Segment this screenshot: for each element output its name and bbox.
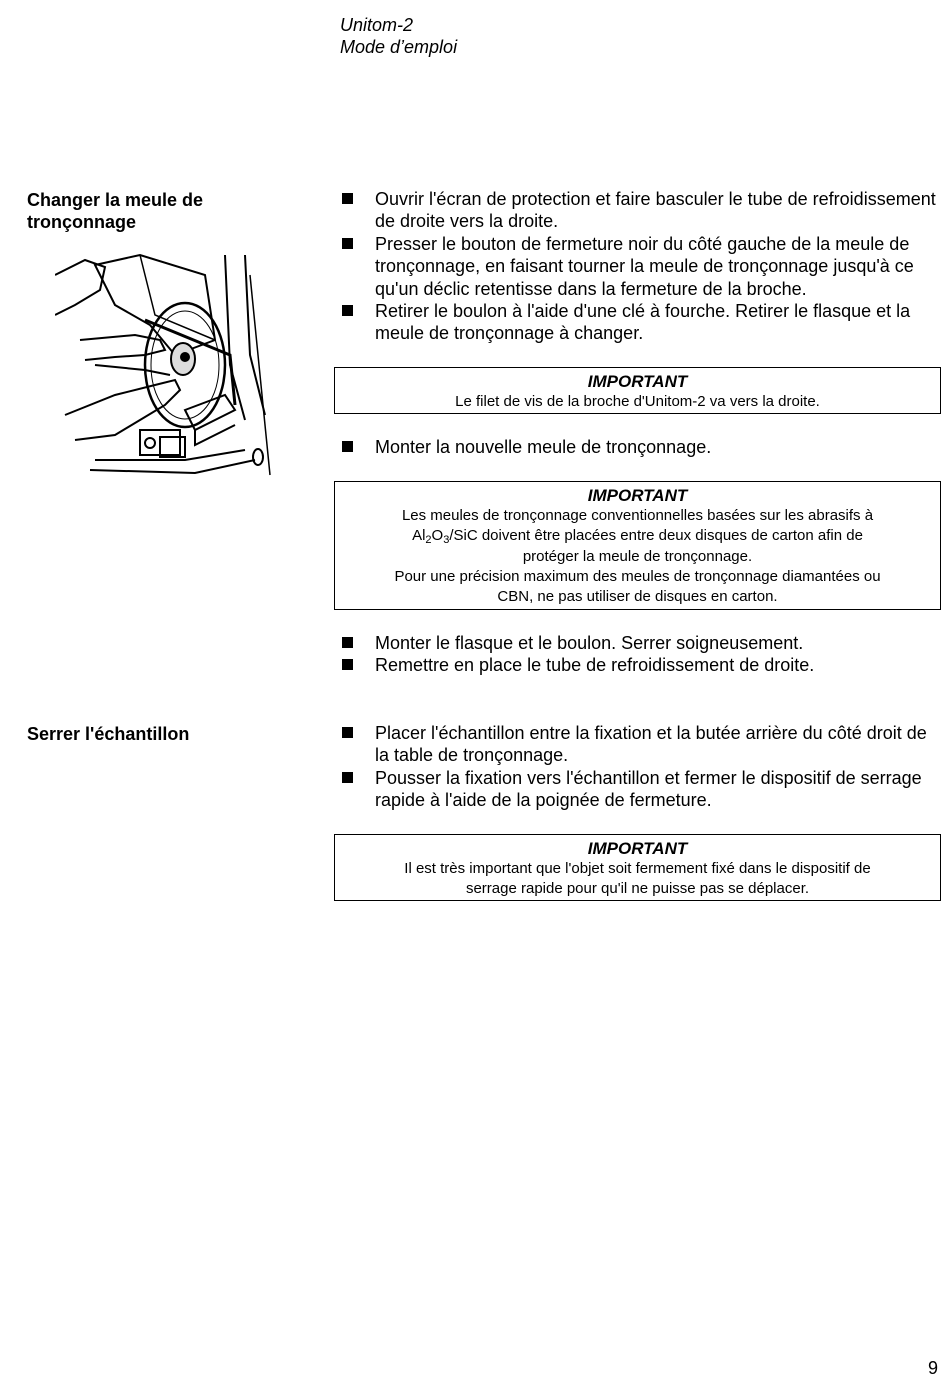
square-bullet-icon [342,637,353,648]
bullet-list-change-wheel-a [340,188,940,345]
important-line: Les meules de tronçonnage conventionnelles basées sur les abrasifs à [401,507,874,524]
list-item-text: Monter le flasque et le boulon. Serrer soigneusement. [375,633,804,653]
important-line: Il est très important que l'objet soit fermement fixé dans le dispositif de [404,860,871,877]
section-title-line1: Changer la meule de [27,190,204,210]
important-line: CBN, ne pas utiliser de disques en carton. [497,588,778,606]
bullet-list-change-wheel-c [340,632,940,677]
list-item [340,654,940,676]
list-item-text: Ouvrir l'écran de protection et faire basculer le tube de refroidissement de droite vers la droite. [375,189,936,232]
list-item-text: Presser le bouton de fermeture noir du côté gauche de la meule de tronçonnage, en faisant tourner la meule de tronçonnage jusqu'à ce qu'un déclic retentisse dans la fermeture de la broche. [375,233,914,299]
list-item-text: Placer l'échantillon entre la fixation et la butée arrière du côté droit de la table de tronçonnage. [375,723,927,766]
list-item [340,188,940,233]
important-line: serrage rapide pour qu'il ne puisse pas se déplacer. [465,880,810,898]
important-line: Pour une précision maximum des meules de tronçonnage diamantées ou [394,567,881,585]
list-item [340,436,940,458]
square-bullet-icon [342,659,353,670]
formula-al: Al [412,527,426,545]
square-bullet-icon [342,238,353,249]
square-bullet-icon [342,193,353,204]
bullet-list-change-wheel-b [340,436,940,458]
list-item [340,300,940,345]
wheel-change-illustration [55,245,285,477]
important-title: IMPORTANT [587,372,688,391]
important-line-rest: /SiC doivent être placées entre deux disques de carton afin de [449,527,863,545]
important-line-formula [345,526,930,546]
important-notice-secure-object [334,834,941,901]
important-notice-spindle-thread [334,367,941,414]
formula-sub-3: 3 [443,534,450,547]
document-header [340,14,457,58]
list-item [340,767,940,812]
list-item-text: Pousser la fixation vers l'échantillon et fermer le dispositif de serrage rapide à l'aide de la poignée de fermeture. [375,767,922,811]
list-item [340,722,940,767]
formula-o: O [431,527,444,545]
header-subtitle: Mode d’emploi [340,37,458,57]
square-bullet-icon [342,305,353,316]
section-title-line2: tronçonnage [27,212,137,232]
important-text: Le filet de vis de la broche d'Unitom-2 va vers la droite. [455,393,820,410]
list-item [340,233,940,300]
important-line: protéger la meule de tronçonnage. [522,547,753,565]
section-title-change-wheel [27,189,287,233]
square-bullet-icon [342,772,353,783]
header-product: Unitom-2 [340,15,414,35]
square-bullet-icon [342,441,353,452]
list-item [340,632,940,654]
list-item-text: Retirer le boulon à l'aide d'une clé à fourche. Retirer le flasque et la meule de tronçonnage à changer. [375,301,911,344]
section-title-clamp-specimen: Serrer l'échantillon [27,724,190,744]
list-item-text: Remettre en place le tube de refroidissement de droite. [375,655,815,676]
square-bullet-icon [342,727,353,738]
important-title: IMPORTANT [587,839,688,858]
important-title: IMPORTANT [587,486,688,505]
bullet-list-clamp-specimen [340,722,940,812]
page-number: 9 [927,1358,938,1378]
formula-sub-2: 2 [425,534,432,547]
list-item-text: Monter la nouvelle meule de tronçonnage. [375,437,712,457]
important-notice-cardboard-discs [334,481,941,610]
